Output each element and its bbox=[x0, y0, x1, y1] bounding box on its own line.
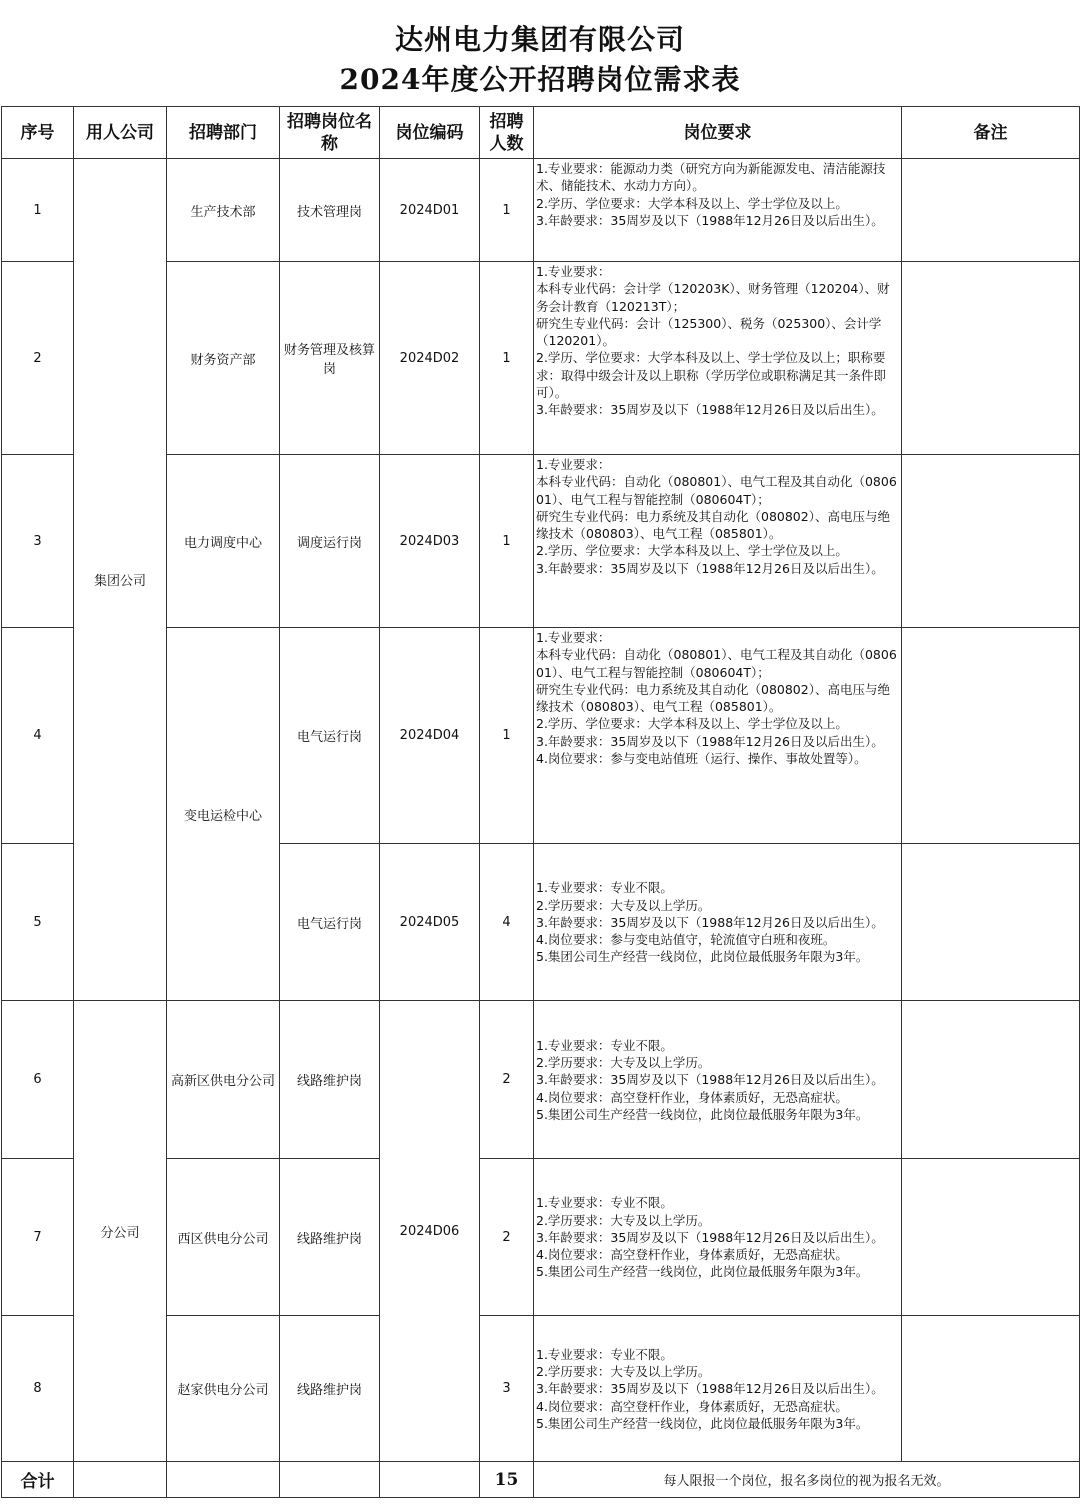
cell-count: 1 bbox=[480, 159, 534, 262]
req-line: 1.专业要求：专业不限。 bbox=[536, 1195, 673, 1211]
total-label: 合计 bbox=[2, 1462, 74, 1498]
header-dept: 招聘部门 bbox=[167, 107, 280, 159]
header-row bbox=[2, 107, 1080, 159]
req-line: 5.集团公司生产经营一线岗位，此岗位最低服务年限为3年。 bbox=[536, 1415, 869, 1431]
cell-empty bbox=[167, 1462, 280, 1498]
header-count: 招聘人数 bbox=[480, 107, 534, 159]
cell-requirements bbox=[534, 1316, 902, 1462]
total-count: 15 bbox=[480, 1462, 534, 1498]
req-line: 3.年龄要求：35周岁及以下（1988年12月26日及以后出生）。 bbox=[536, 1381, 884, 1397]
cell-count: 2 bbox=[480, 1159, 534, 1316]
req-line: 研究生专业代码：会计（125300）、税务（025300）、会计学（120201）。 bbox=[536, 315, 882, 349]
req-line: 5.集团公司生产经营一线岗位，此岗位最低服务年限为3年。 bbox=[536, 949, 869, 965]
req-line: 2.学历、学位要求：大学本科及以上、学士学位及以上。 bbox=[536, 195, 848, 211]
header-code: 岗位编码 bbox=[380, 107, 480, 159]
req-line: 4.岗位要求：高空登杆作业，身体素质好，无恐高症状。 bbox=[536, 1089, 848, 1105]
cell-position: 电气运行岗 bbox=[280, 628, 380, 844]
req-line: 3.年龄要求：35周岁及以下（1988年12月26日及以后出生）。 bbox=[536, 1229, 884, 1245]
cell-code: 2024D03 bbox=[380, 455, 480, 628]
cell-requirements bbox=[534, 628, 902, 844]
cell-remarks bbox=[902, 455, 1080, 628]
header-seq: 序号 bbox=[2, 107, 74, 159]
cell-seq: 6 bbox=[2, 1001, 74, 1159]
req-line: 2.学历要求：大专及以上学历。 bbox=[536, 1364, 711, 1380]
cell-remarks bbox=[902, 1316, 1080, 1462]
cell-requirements bbox=[534, 159, 902, 262]
cell-dept: 高新区供电分公司 bbox=[167, 1001, 280, 1159]
table-row bbox=[2, 159, 1080, 262]
cell-position: 线路维护岗 bbox=[280, 1001, 380, 1159]
cell-count: 3 bbox=[480, 1316, 534, 1462]
cell-code: 2024D05 bbox=[380, 844, 480, 1001]
req-line: 本科专业代码：自动化（080801）、电气工程及其自动化（080601）、电气工程与智能控制（080604T）； bbox=[536, 474, 897, 507]
header-remarks: 备注 bbox=[902, 107, 1080, 159]
cell-requirements bbox=[534, 262, 902, 455]
cell-dept: 生产技术部 bbox=[167, 159, 280, 262]
cell-dept: 西区供电分公司 bbox=[167, 1159, 280, 1316]
req-line: 4.岗位要求：参与变电站值班（运行、操作、事故处置等）。 bbox=[536, 751, 867, 767]
total-note: 每人限报一个岗位，报名多岗位的视为报名无效。 bbox=[534, 1462, 1080, 1498]
req-line: 1.专业要求：能源动力类（研究方向为新能源发电、清洁能源技术、储能技术、水动力方向）。 bbox=[536, 161, 886, 194]
req-line: 2.学历、学位要求：大学本科及以上、学士学位及以上。 bbox=[536, 543, 848, 559]
cell-seq: 5 bbox=[2, 844, 74, 1001]
cell-empty bbox=[74, 1462, 167, 1498]
cell-remarks bbox=[902, 628, 1080, 844]
cell-empty bbox=[380, 1462, 480, 1498]
cell-position: 线路维护岗 bbox=[280, 1316, 380, 1462]
cell-position: 调度运行岗 bbox=[280, 455, 380, 628]
cell-seq: 1 bbox=[2, 159, 74, 262]
cell-code: 2024D01 bbox=[380, 159, 480, 262]
cell-count: 1 bbox=[480, 262, 534, 455]
cell-remarks bbox=[902, 262, 1080, 455]
req-line: 3.年龄要求：35周岁及以下（1988年12月26日及以后出生）。 bbox=[536, 402, 884, 418]
req-line: 3.年龄要求：35周岁及以下（1988年12月26日及以后出生）。 bbox=[536, 212, 884, 228]
cell-count: 2 bbox=[480, 1001, 534, 1159]
req-line: 5.集团公司生产经营一线岗位，此岗位最低服务年限为3年。 bbox=[536, 1264, 869, 1280]
cell-code: 2024D04 bbox=[380, 628, 480, 844]
cell-count: 1 bbox=[480, 455, 534, 628]
cell-requirements bbox=[534, 1001, 902, 1159]
req-line: 1.专业要求：专业不限。 bbox=[536, 1037, 673, 1053]
cell-code: 2024D02 bbox=[380, 262, 480, 455]
cell-remarks bbox=[902, 159, 1080, 262]
cell-seq: 4 bbox=[2, 628, 74, 844]
req-line: 4.岗位要求：高空登杆作业，身体素质好，无恐高症状。 bbox=[536, 1398, 848, 1414]
cell-company-group: 集团公司 bbox=[74, 159, 167, 1001]
req-line: 4.岗位要求：高空登杆作业，身体素质好，无恐高症状。 bbox=[536, 1247, 848, 1263]
total-row bbox=[2, 1462, 1080, 1498]
cell-dept: 电力调度中心 bbox=[167, 455, 280, 628]
cell-seq: 8 bbox=[2, 1316, 74, 1462]
recruitment-table bbox=[1, 106, 1080, 1498]
cell-dept-substation: 变电运检中心 bbox=[167, 628, 280, 1001]
req-line: 1.专业要求：专业不限。 bbox=[536, 880, 673, 896]
cell-dept: 财务资产部 bbox=[167, 262, 280, 455]
req-line: 研究生专业代码：电力系统及其自动化（080802）、高电压与绝缘技术（080803）、电气工程（085801）。 bbox=[536, 681, 890, 715]
title-line-2: 2024年度公开招聘岗位需求表 bbox=[339, 63, 741, 96]
cell-remarks bbox=[902, 844, 1080, 1001]
req-line: 1.专业要求： bbox=[536, 264, 611, 279]
req-line: 1.专业要求： bbox=[536, 630, 611, 645]
cell-count: 1 bbox=[480, 628, 534, 844]
req-line: 2.学历要求：大专及以上学历。 bbox=[536, 1212, 711, 1228]
cell-code-branch: 2024D06 bbox=[380, 1001, 480, 1462]
cell-position: 线路维护岗 bbox=[280, 1159, 380, 1316]
req-line: 3.年龄要求：35周岁及以下（1988年12月26日及以后出生）。 bbox=[536, 914, 884, 930]
req-line: 1.专业要求：专业不限。 bbox=[536, 1346, 673, 1362]
req-line: 2.学历要求：大专及以上学历。 bbox=[536, 1055, 711, 1071]
cell-dept: 赵家供电分公司 bbox=[167, 1316, 280, 1462]
cell-empty bbox=[280, 1462, 380, 1498]
req-line: 4.岗位要求：参与变电站值守，轮流值守白班和夜班。 bbox=[536, 932, 836, 948]
req-line: 研究生专业代码：电力系统及其自动化（080802）、高电压与绝缘技术（080803）、电气工程（085801）。 bbox=[536, 508, 890, 542]
req-line: 3.年龄要求：35周岁及以下（1988年12月26日及以后出生）。 bbox=[536, 560, 884, 576]
cell-seq: 7 bbox=[2, 1159, 74, 1316]
req-line: 本科专业代码：会计学（120203K）、财务管理（120204）、财务会计教育（120213T）； bbox=[536, 281, 890, 314]
cell-requirements bbox=[534, 844, 902, 1001]
req-line: 2.学历要求：大专及以上学历。 bbox=[536, 897, 711, 913]
req-line: 本科专业代码：自动化（080801）、电气工程及其自动化（080601）、电气工程与智能控制（080604T）； bbox=[536, 647, 897, 680]
cell-remarks bbox=[902, 1159, 1080, 1316]
header-company: 用人公司 bbox=[74, 107, 167, 159]
cell-seq: 2 bbox=[2, 262, 74, 455]
header-position: 招聘岗位名称 bbox=[280, 107, 380, 159]
header-requirements: 岗位要求 bbox=[534, 107, 902, 159]
req-line: 3.年龄要求：35周岁及以下（1988年12月26日及以后出生）。 bbox=[536, 733, 884, 749]
cell-position: 电气运行岗 bbox=[280, 844, 380, 1001]
cell-remarks bbox=[902, 1001, 1080, 1159]
cell-requirements bbox=[534, 1159, 902, 1316]
title-line-1: 达州电力集团有限公司 bbox=[394, 23, 685, 56]
req-line: 1.专业要求： bbox=[536, 457, 611, 472]
req-line: 2.学历、学位要求：大学本科及以上、学士学位及以上。 bbox=[536, 716, 848, 732]
cell-position: 技术管理岗 bbox=[280, 159, 380, 262]
cell-count: 4 bbox=[480, 844, 534, 1001]
cell-company-branch: 分公司 bbox=[74, 1001, 167, 1462]
cell-position: 财务管理及核算岗 bbox=[280, 262, 380, 455]
req-line: 2.学历、学位要求：大学本科及以上、学士学位及以上；职称要求：取得中级会计及以上职称（学历学位或职称满足其一条件即可）。 bbox=[536, 350, 887, 401]
cell-requirements bbox=[534, 455, 902, 628]
cell-seq: 3 bbox=[2, 455, 74, 628]
table-row bbox=[2, 1001, 1080, 1159]
req-line: 3.年龄要求：35周岁及以下（1988年12月26日及以后出生）。 bbox=[536, 1072, 884, 1088]
req-line: 5.集团公司生产经营一线岗位，此岗位最低服务年限为3年。 bbox=[536, 1106, 869, 1122]
